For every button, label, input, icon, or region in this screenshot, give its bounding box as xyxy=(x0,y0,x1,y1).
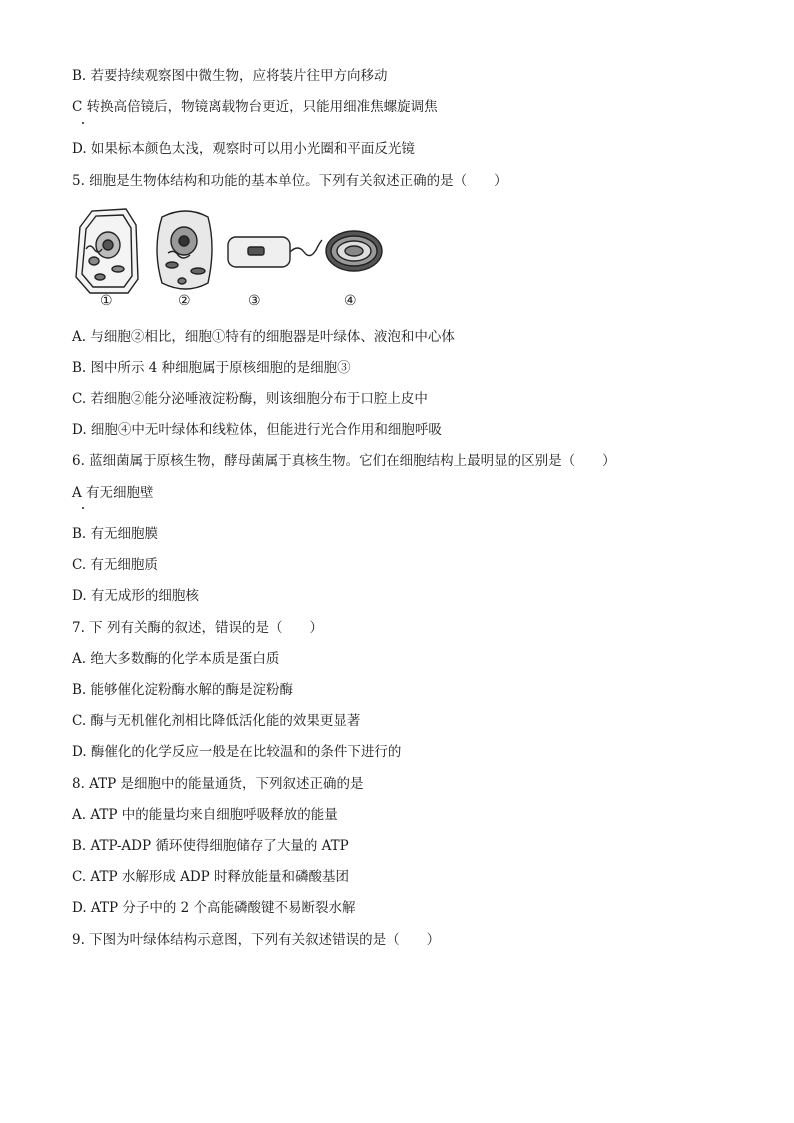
cell-figure-drawing xyxy=(70,205,390,315)
cell-figure xyxy=(70,205,390,315)
cell-label-3: ③ xyxy=(248,293,261,309)
q8-stem: 8. ATP 是细胞中的能量通货，下列叙述正确的是 xyxy=(72,776,364,792)
q5-stem: 5. 细胞是生物体结构和功能的基本单位。下列有关叙述正确的是（ ） xyxy=(72,173,508,189)
q6-stem: 6. 蓝细菌属于原核生物，酵母菌属于真核生物。它们在细胞结构上最明显的区别是（ ） xyxy=(72,453,616,469)
q7-option-b: B. 能够催化淀粉酶水解的酶是淀粉酶 xyxy=(72,682,294,698)
q4-option-d: D. 如果标本颜色太浅，观察时可以用小光圈和平面反光镜 xyxy=(72,141,415,157)
q6-option-b: B. 有无细胞膜 xyxy=(72,526,159,542)
q5-option-b: B. 图中所示 4 种细胞属于原核细胞的是细胞③ xyxy=(72,360,351,376)
q8-option-a: A. ATP 中的能量均来自细胞呼吸释放的能量 xyxy=(72,807,338,823)
stray-dot xyxy=(82,122,84,124)
cell-label-2: ② xyxy=(178,293,191,309)
q4-option-c: C 转换高倍镜后，物镜离载物台更近，只能用细准焦螺旋调焦 xyxy=(72,99,438,115)
q9-stem: 9. 下图为叶绿体结构示意图，下列有关叙述错误的是（ ） xyxy=(72,932,441,948)
stray-dot xyxy=(82,507,84,509)
cyanobacterium-drawing xyxy=(326,231,382,271)
q6-option-c: C. 有无细胞质 xyxy=(72,557,158,573)
plant-cell-drawing xyxy=(76,209,138,293)
q7-option-c: C. 酶与无机催化剂相比降低活化能的效果更显著 xyxy=(72,713,361,729)
q7-option-d: D. 酶催化的化学反应一般是在比较温和的条件下进行的 xyxy=(72,744,402,760)
animal-cell-drawing xyxy=(157,211,212,289)
q6-option-d: D. 有无成形的细胞核 xyxy=(72,588,199,604)
q4-option-b: B. 若要持续观察图中微生物，应将装片往甲方向移动 xyxy=(72,68,388,84)
q5-option-c: C. 若细胞②能分泌唾液淀粉酶，则该细胞分布于口腔上皮中 xyxy=(72,391,428,407)
q7-option-a: A. 绝大多数酶的化学本质是蛋白质 xyxy=(72,651,280,667)
q5-option-a: A. 与细胞②相比，细胞①特有的细胞器是叶绿体、液泡和中心体 xyxy=(72,329,455,345)
q6-option-a: A 有无细胞壁 xyxy=(72,485,154,501)
q5-option-d: D. 细胞④中无叶绿体和线粒体，但能进行光合作用和细胞呼吸 xyxy=(72,422,442,438)
q8-option-b: B. ATP-ADP 循环使得细胞储存了大量的 ATP xyxy=(72,838,349,854)
bacterium-drawing xyxy=(228,237,322,267)
q7-stem: 7. 下 列有关酶的叙述，错误的是（ ） xyxy=(72,620,323,636)
q8-option-d: D. ATP 分子中的 2 个高能磷酸键不易断裂水解 xyxy=(72,900,356,916)
cell-label-1: ① xyxy=(100,293,113,309)
q8-option-c: C. ATP 水解形成 ADP 时释放能量和磷酸基团 xyxy=(72,869,350,885)
cell-label-4: ④ xyxy=(344,293,357,309)
